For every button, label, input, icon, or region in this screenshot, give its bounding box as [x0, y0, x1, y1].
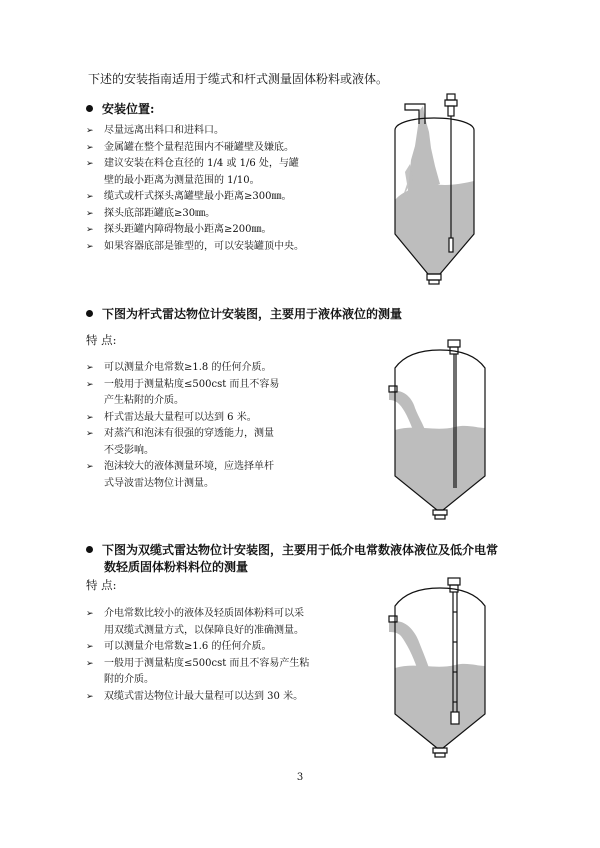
tank2-fill [389, 391, 485, 510]
section2-heading [86, 305, 402, 322]
arrow-bullet-icon: ➢ [86, 642, 94, 652]
section2-subtitle: 特 点: [86, 333, 117, 347]
section3-heading [86, 541, 498, 558]
list-item-text: 可以测量介电常数≥1.8 的任何介质。 [104, 362, 272, 373]
list-item-text: 探头距罐内障碍物最小距离≥200㎜。 [104, 224, 272, 235]
list-item-text: 建议安装在料仓直径的 1/4 或 1/6 处，与罐 [104, 158, 299, 169]
arrow-bullet-icon: ➢ [86, 126, 94, 136]
section1-heading [86, 100, 154, 117]
list-item [86, 222, 386, 239]
section3-heading-line2: 数轻质固体粉料料位的测量 [104, 560, 249, 574]
list-item [86, 606, 386, 639]
list-item [86, 206, 386, 223]
list-item-text: 用双缆式测量方式，以保障良好的准确测量。 [104, 624, 304, 636]
section3-heading-line1: 下图为双缆式雷达物位计安装图，主要用于低介电常数液体液位及低介电常 [102, 543, 499, 557]
list-item [86, 689, 386, 706]
bullet-dot-icon [86, 310, 93, 317]
tank2-diagram [385, 338, 495, 528]
section1-heading-text: 安装位置: [102, 102, 155, 116]
list-item [86, 426, 386, 459]
list-item-text: 泡沫较大的液体测量环境，应选择单杆 [104, 461, 274, 472]
section3-subtitle: 特 点: [86, 578, 117, 592]
arrow-bullet-icon: ➢ [86, 363, 94, 373]
list-item [86, 360, 386, 377]
list-item [86, 123, 386, 140]
section2-list [86, 360, 386, 492]
list-item-text: 金属罐在整个量程范围内不碰罐壁及嫌底。 [104, 141, 294, 153]
section2-heading-text: 下图为杆式雷达物位计安装图，主要用于液体液位的测量 [102, 307, 403, 321]
list-item-text: 可以测量介电常数≥1.6 的任何介质。 [104, 641, 272, 652]
list-item [86, 156, 386, 189]
arrow-bullet-icon: ➢ [86, 159, 94, 169]
bullet-dot-icon [86, 105, 93, 112]
list-item [86, 140, 386, 157]
arrow-bullet-icon: ➢ [86, 462, 94, 472]
arrow-bullet-icon: ➢ [86, 429, 94, 439]
tank3-fill [389, 621, 485, 748]
list-item [86, 639, 386, 656]
list-item [86, 656, 386, 689]
arrow-bullet-icon: ➢ [86, 241, 94, 252]
page-number: 3 [296, 772, 304, 783]
bullet-dot-icon [86, 546, 93, 553]
list-item-text: 介电常数比较小的液体及轻质固体粉料可以采 [104, 608, 304, 619]
list-item-text: 一般用于测量粘度≤500cst 而且不容易 [104, 378, 280, 390]
arrow-bullet-icon: ➢ [86, 379, 94, 390]
arrow-bullet-icon: ➢ [86, 142, 94, 153]
tank1-diagram [385, 88, 480, 300]
list-item-text: 不受影响。 [104, 444, 154, 456]
list-item-text: 杆式雷达最大量程可以达到 6 米。 [104, 411, 257, 423]
intro-text: 下述的安装指南适用于缆式和杆式测量固体粉料或液体。 [88, 72, 389, 86]
arrow-bullet-icon: ➢ [86, 691, 94, 702]
tank3-diagram [385, 572, 495, 762]
list-item [86, 377, 386, 410]
list-item [86, 459, 386, 492]
arrow-bullet-icon: ➢ [86, 208, 94, 219]
list-item [86, 189, 386, 206]
list-item-text: 产生粘附的介质。 [104, 395, 184, 406]
section1-list [86, 123, 386, 255]
arrow-bullet-icon: ➢ [86, 658, 94, 669]
list-item-text: 对蒸汽和泡沫有很强的穿透能力，测量 [104, 428, 274, 439]
list-item-text: 探头底部距罐底≥30㎜。 [104, 207, 216, 219]
list-item-text: 双缆式雷达物位计最大量程可以达到 30 米。 [104, 690, 304, 702]
list-item [86, 239, 386, 256]
list-item-text: 附的介质。 [104, 674, 154, 685]
list-item [86, 410, 386, 427]
arrow-bullet-icon: ➢ [86, 412, 94, 423]
list-item-text: 如果容器底部是锥型的，可以安装罐顶中央。 [104, 240, 304, 252]
arrow-bullet-icon: ➢ [86, 609, 94, 619]
arrow-bullet-icon: ➢ [86, 192, 94, 202]
arrow-bullet-icon: ➢ [86, 225, 94, 235]
list-item-text: 尽量远离出料口和进料口。 [104, 125, 224, 136]
list-item-text: 缆式或杆式探头离罐壁最小距离≥300㎜。 [104, 191, 292, 202]
section3-list [86, 606, 386, 705]
list-item-text: 壁的最小距离为测量范围的 1/10。 [104, 174, 260, 186]
list-item-text: 一般用于测量粘度≤500cst 而且不容易产生粘 [104, 657, 310, 669]
list-item-text: 式导波雷达物位计测量。 [104, 477, 214, 489]
